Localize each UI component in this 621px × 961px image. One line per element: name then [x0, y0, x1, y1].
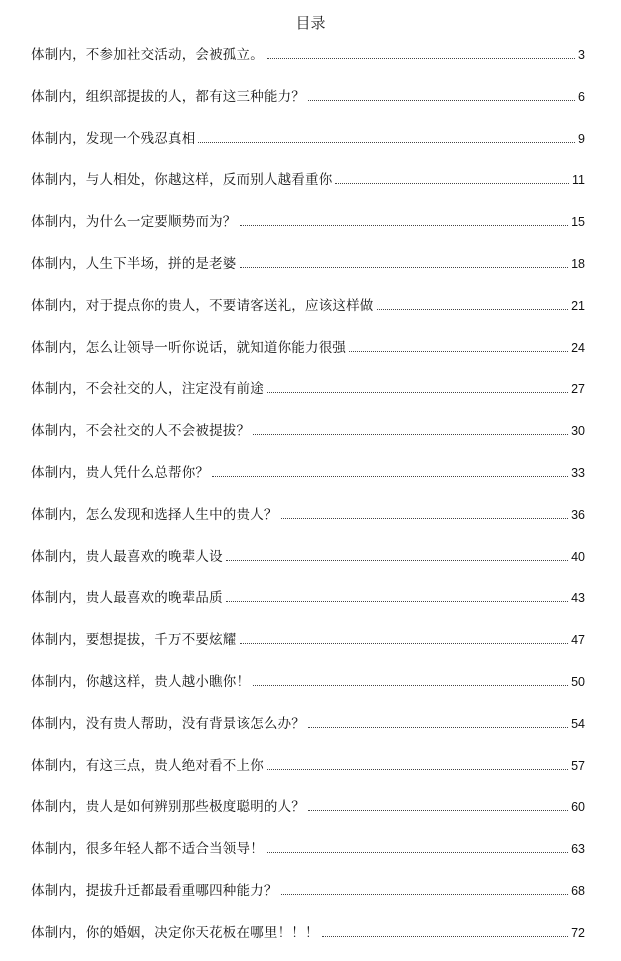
toc-entry-text: 体制内，对于提点你的贵人，不要请客送礼，应该这样做 — [31, 297, 374, 314]
toc-page-number: 33 — [571, 465, 585, 480]
toc-entry[interactable] — [31, 65, 585, 107]
toc-entry[interactable] — [31, 817, 585, 859]
toc-page-number: 43 — [571, 591, 585, 606]
toc-dot-leader — [253, 685, 568, 686]
toc-dot-leader — [267, 769, 568, 770]
toc-dot-leader — [240, 643, 569, 644]
toc-entry[interactable] — [31, 650, 585, 692]
toc-entry[interactable] — [31, 190, 585, 232]
toc-dot-leader — [267, 852, 568, 853]
toc-list — [31, 41, 585, 943]
toc-title: 目录 — [295, 14, 326, 32]
toc-dot-leader — [226, 601, 568, 602]
toc-dot-leader — [335, 183, 569, 184]
toc-entry[interactable] — [31, 107, 585, 149]
toc-entry-text: 体制内，不参加社交活动，会被孤立。 — [31, 47, 264, 63]
toc-page-number: 50 — [571, 674, 585, 689]
toc-entry-text: 体制内，不会社交的人，注定没有前途 — [31, 381, 264, 398]
toc-entry[interactable] — [31, 567, 585, 609]
toc-entry[interactable] — [31, 274, 585, 316]
toc-entry-text: 体制内，贵人是如何辨别那些极度聪明的人？ — [31, 799, 305, 816]
toc-dot-leader — [253, 434, 568, 435]
toc-entry-text: 体制内，你的婚姻，决定你天花板在哪里！！！ — [31, 924, 319, 941]
toc-entry[interactable] — [31, 859, 585, 901]
toc-entry-text: 体制内，与人相处，你越这样，反而别人越看重你 — [31, 172, 333, 189]
toc-page-number: 3 — [578, 48, 585, 62]
toc-dot-leader — [308, 100, 575, 101]
toc-dot-leader — [267, 58, 575, 59]
toc-dot-leader — [198, 142, 575, 143]
toc-entry[interactable] — [31, 441, 585, 483]
toc-entry-text: 体制内，怎么让领导一听你说话，就知道你能力很强 — [31, 339, 347, 356]
toc-entry[interactable] — [31, 483, 585, 525]
toc-entry-text: 体制内，不会社交的人不会被提拔？ — [31, 423, 251, 440]
toc-entry[interactable] — [31, 692, 585, 734]
toc-entry-text: 体制内，很多年轻人都不适合当领导！ — [31, 841, 264, 858]
toc-entry-text: 体制内，人生下半场，拼的是老婆 — [31, 255, 237, 272]
toc-entry[interactable] — [31, 232, 585, 274]
toc-page-number: 21 — [571, 298, 585, 313]
toc-dot-leader — [349, 351, 568, 352]
toc-dot-leader — [281, 518, 568, 519]
toc-entry[interactable] — [31, 525, 585, 567]
toc-entry[interactable] — [31, 608, 585, 650]
toc-entry-text: 体制内，贵人凭什么总帮你？ — [31, 464, 210, 481]
toc-dot-leader — [308, 727, 568, 728]
toc-page-number: 47 — [571, 633, 585, 648]
toc-dot-leader — [322, 936, 568, 937]
toc-entry-text: 体制内，贵人最喜欢的晚辈人设 — [31, 548, 223, 565]
toc-entry-text: 体制内，提拔升迁都最看重哪四种能力？ — [31, 882, 278, 899]
toc-page-number: 6 — [578, 89, 585, 104]
toc-dot-leader — [240, 267, 569, 268]
toc-entry-text: 体制内，没有贵人帮助，没有背景该怎么办？ — [31, 715, 305, 732]
toc-entry[interactable] — [31, 901, 585, 943]
toc-entry[interactable] — [31, 358, 585, 400]
toc-dot-leader — [240, 225, 569, 226]
toc-entry-text: 体制内，你越这样，贵人越小瞧你！ — [31, 673, 251, 690]
toc-page-number: 24 — [571, 340, 585, 355]
toc-page-number: 30 — [571, 424, 585, 439]
toc-page-number: 36 — [571, 507, 585, 522]
toc-entry-text: 体制内，为什么一定要顺势而为？ — [31, 214, 237, 231]
toc-entry-text: 体制内，贵人最喜欢的晚辈品质 — [31, 590, 223, 607]
toc-page-number: 27 — [571, 382, 585, 397]
toc-dot-leader — [281, 894, 568, 895]
toc-page-number: 54 — [571, 716, 585, 731]
toc-entry-text: 体制内，有这三点，贵人绝对看不上你 — [31, 757, 264, 774]
toc-entry[interactable] — [31, 149, 585, 191]
toc-entry[interactable] — [31, 316, 585, 358]
toc-entry[interactable] — [31, 399, 585, 441]
toc-dot-leader — [226, 560, 568, 561]
toc-entry-text: 体制内，要想提拔，千万不要炫耀 — [31, 632, 237, 649]
toc-entry-text: 体制内，怎么发现和选择人生中的贵人？ — [31, 506, 278, 523]
toc-page-number: 40 — [571, 549, 585, 564]
toc-page-number: 9 — [578, 131, 585, 146]
toc-page-number: 63 — [571, 842, 585, 857]
toc-dot-leader — [308, 810, 568, 811]
toc-dot-leader — [377, 309, 569, 310]
toc-page-number: 72 — [571, 925, 585, 940]
toc-page-number: 11 — [572, 173, 585, 188]
toc-page-number: 57 — [571, 758, 585, 773]
toc-page-number: 18 — [571, 256, 585, 271]
toc-entry[interactable] — [31, 41, 585, 65]
toc-entry-text: 体制内，组织部提拔的人，都有这三种能力？ — [31, 88, 305, 105]
toc-entry[interactable] — [31, 734, 585, 776]
toc-dot-leader — [267, 392, 568, 393]
toc-page-number: 60 — [571, 800, 585, 815]
toc-entry-text: 体制内，发现一个残忍真相 — [31, 130, 196, 147]
toc-page-number: 68 — [571, 883, 585, 898]
toc-dot-leader — [212, 476, 568, 477]
toc-page-number: 15 — [571, 215, 585, 230]
toc-entry[interactable] — [31, 776, 585, 818]
